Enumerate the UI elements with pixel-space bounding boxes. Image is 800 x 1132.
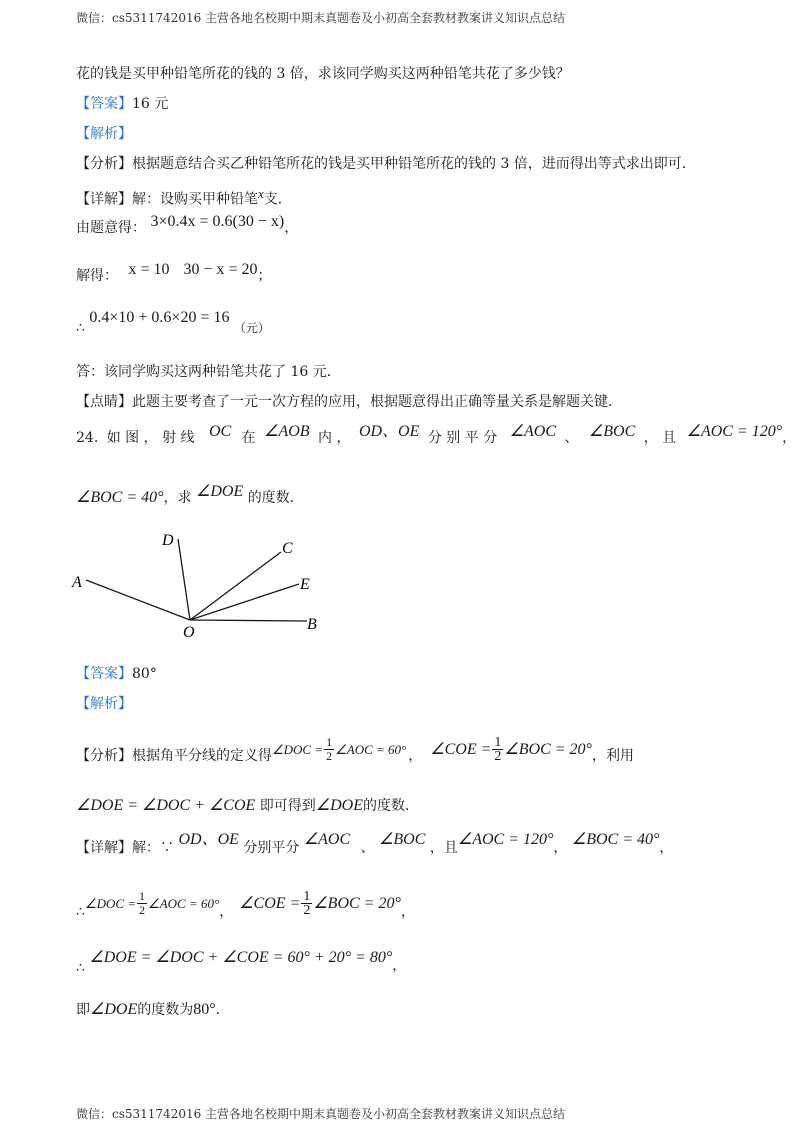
label-c: C	[282, 540, 293, 557]
therefore-symbol: ∴	[76, 320, 85, 336]
q23-equation-line	[76, 213, 299, 238]
fraction-half	[301, 890, 312, 917]
q23-conclusion: 答：该同学购买这两种铅笔共花了 16 元．	[76, 364, 341, 380]
q23-xiangjie	[76, 184, 292, 210]
frac-num: 1	[326, 735, 333, 749]
solve-label: 解得：	[76, 268, 118, 284]
final-text: 即	[76, 1002, 90, 1018]
step-comma: ，	[400, 903, 415, 920]
q23-jiexi-tag: 【解析】	[76, 126, 132, 142]
calc-unit: （元）	[233, 321, 270, 335]
solution-x: x = 10	[128, 261, 170, 278]
therefore-symbol: ∴	[76, 960, 85, 976]
answer-tag: 【答案】	[76, 666, 132, 682]
answer-tag: 【答案】	[76, 96, 132, 112]
angle-doe: ∠DOE	[196, 483, 244, 500]
angle-doe: ∠DOE	[90, 1001, 138, 1018]
rays-od-oe: OD、OE	[358, 423, 420, 440]
angle-aob: ∠AOB	[264, 423, 310, 440]
q24-answer	[76, 664, 157, 684]
angle-boc: ∠BOC	[588, 423, 636, 440]
angle-boc-value: ∠BOC = 40°	[571, 831, 660, 848]
final-value: 80°	[193, 1001, 216, 1018]
q24-step2	[76, 948, 407, 976]
frac-num: 1	[494, 735, 502, 750]
frac-den: 2	[326, 749, 333, 763]
final-text: 的度数为	[137, 1002, 194, 1018]
q23-stem-tail: 花的钱是买甲种铅笔所花的钱的 3 倍，求该同学购买这两种铅笔共花了多少钱？	[76, 66, 570, 82]
page-header: 微信：cs5311742016 主营各地名校期中期末真题卷及小初高全套教材教案讲义知识点总结	[76, 11, 566, 25]
q24-jiexi-tag: 【解析】	[76, 696, 132, 712]
fraction-half	[492, 736, 503, 763]
angle-boc: ∠BOC	[379, 831, 426, 848]
q23-fenxi: 【分析】根据题意结合买乙种铅笔所花的钱是买甲种铅笔所花的钱的 3 倍，进而得出等式求出即可．	[76, 156, 696, 172]
fenxi-coe: ∠COE =	[430, 740, 492, 758]
var-x: x	[258, 186, 264, 201]
angle-boc-value: ∠BOC = 40°	[76, 489, 164, 506]
q24-step1	[76, 889, 415, 920]
frac-den: 2	[494, 749, 502, 764]
ray-oa	[86, 580, 190, 620]
label-b: B	[307, 616, 317, 633]
angle-aoc: ∠AOC	[303, 831, 351, 848]
solution-y: 30 − x = 20	[183, 261, 258, 278]
stem-text: 的度数．	[247, 490, 304, 506]
stem-text: 分 别 平 分	[427, 430, 498, 446]
calc: 0.4×10 + 0.6×20 = 16	[89, 309, 230, 326]
fenxi-aoc: ∠AOC = 60°	[335, 741, 407, 757]
fenxi-boc: ∠BOC = 20°	[504, 740, 592, 758]
step-aoc: ∠AOC = 60°	[148, 895, 220, 911]
xiangjie-text: ，且	[429, 840, 458, 856]
answer-value: 80°	[132, 666, 157, 682]
q23-dianjing: 【点睛】此题主要考查了一元一次方程的应用，根据题意得出正确等量关系是解题关键．	[76, 394, 622, 410]
doe-result: ∠DOE = ∠DOC + ∠COE = 60° + 20° = 80°	[89, 949, 393, 966]
angle-aoc-value: ∠AOC = 120°	[686, 423, 783, 440]
rays-od-oe: OD、OE	[178, 831, 239, 848]
q23-calc-line	[76, 309, 270, 338]
step-doc: ∠DOC =	[84, 895, 137, 911]
label-a: A	[72, 574, 82, 591]
answer-value: 16 元	[132, 96, 169, 112]
sol-sep: ；	[257, 268, 272, 284]
angle-aoc-value: ∠AOC = 120°	[457, 831, 554, 848]
stem-text: ， 且	[643, 430, 677, 446]
fenxi-text: 即可得到	[259, 798, 316, 814]
equation: 3×0.4x = 0.6(30 − x)	[150, 213, 285, 230]
stem-text: 、	[564, 430, 579, 446]
stem-text: ，求	[163, 490, 192, 506]
xiangjie-text: 、	[360, 840, 375, 856]
xiangjie-text: ，	[553, 840, 568, 856]
xiangjie-post: 支．	[263, 191, 292, 208]
q24-fenxi-line2	[76, 796, 419, 816]
therefore-symbol: ∴	[76, 903, 85, 920]
eq-label: 由题意得：	[76, 220, 146, 236]
q24-number: 24.	[76, 430, 99, 446]
stem-text: 如 图 ， 射 线	[106, 430, 195, 446]
fenxi-text: 【分析】根据角平分线的定义得	[76, 747, 272, 764]
doe-sum: ∠DOE = ∠DOC + ∠COE	[76, 797, 256, 814]
fraction-half	[324, 736, 334, 763]
stem-text: 内 ，	[318, 430, 351, 446]
step-comma: ，	[392, 958, 407, 974]
fenxi-text: 的度数．	[362, 798, 419, 814]
ray-oc-line	[190, 552, 281, 620]
q24-xiangjie	[76, 831, 674, 858]
eq-comma: ，	[284, 220, 299, 236]
angle-doe: ∠DOE	[315, 797, 363, 814]
q23-answer	[76, 94, 168, 114]
step-coe: ∠COE =	[239, 894, 301, 912]
angle-aoc: ∠AOC	[509, 423, 556, 440]
q24-fenxi	[76, 735, 634, 769]
ray-oc: OC	[208, 423, 232, 440]
q23-solve-line	[76, 261, 272, 286]
xiangjie-text: 分别平分	[243, 840, 300, 856]
xiangjie-text: 【详解】解：∵	[76, 840, 174, 856]
step-boc: ∠BOC = 20°	[313, 894, 401, 912]
ray-oe	[190, 584, 299, 620]
label-d: D	[162, 532, 174, 549]
fraction-half	[137, 890, 147, 917]
fenxi-doc: ∠DOC =	[272, 741, 324, 757]
xiangjie-text: ，	[659, 840, 674, 856]
frac-num: 1	[139, 889, 146, 903]
stem-text: ，	[782, 430, 797, 446]
stem-text: 在	[241, 430, 256, 446]
fenxi-text: ，利用	[591, 747, 634, 764]
q24-final	[76, 1000, 230, 1020]
q24-stem-line2	[76, 483, 304, 508]
label-e: E	[300, 576, 310, 593]
final-text: ．	[215, 1002, 230, 1018]
q24-stem-line1	[76, 423, 797, 448]
fenxi-comma: ，	[408, 747, 423, 764]
ray-od	[178, 539, 190, 620]
xiangjie-text: 【详解】解：设购买甲种铅笔	[76, 191, 258, 208]
label-o: O	[183, 624, 195, 641]
step-comma: ，	[219, 903, 234, 920]
frac-den: 2	[303, 903, 311, 918]
ray-ob	[190, 620, 307, 621]
frac-den: 2	[139, 903, 146, 917]
page-footer: 微信：cs5311742016 主营各地名校期中期末真题卷及小初高全套教材教案讲义知识点总结	[76, 1107, 566, 1121]
frac-num: 1	[303, 889, 311, 904]
